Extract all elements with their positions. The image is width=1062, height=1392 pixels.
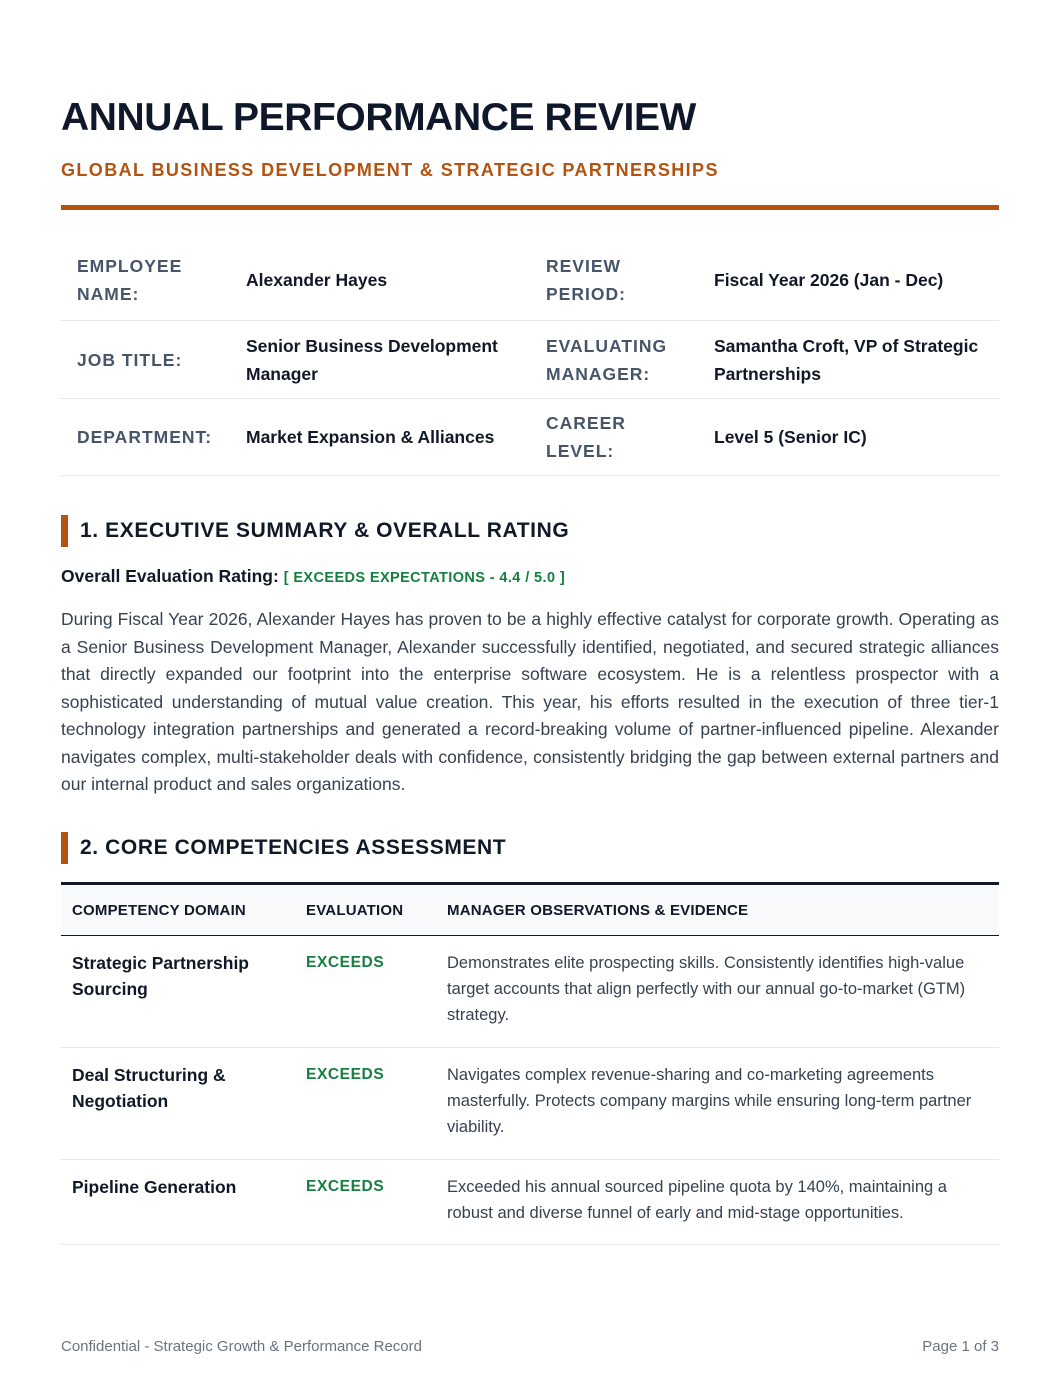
career-level-value: Level 5 (Senior IC) (714, 427, 867, 447)
table-row (61, 1160, 999, 1245)
page-footer (61, 1338, 999, 1355)
footer-confidential-note: Confidential - Strategic Growth & Performance Record (61, 1338, 422, 1355)
executive-summary-text: During Fiscal Year 2026, Alexander Hayes has proven to be a highly effective catalyst for corporate growth. Operating as a Senior Business Development Manager, Alexander successfully identified, negotiated, and secured strategic alliances that directly expanded our footprint into the enterprise software ecosystem. He is a relentless prospector with a sophisticated understanding of mutual value creation. This year, his efforts resulted in the execution of three tier-1 technology integration partnerships and generated a record-breaking volume of partner-influenced pipeline. Alexander navigates complex, multi-stakeholder deals with confidence, consistently bridging the gap between external partners and our internal product and sales organizations. (61, 609, 999, 794)
evaluating-manager-value: Samantha Croft, VP of Strategic Partnerships (714, 335, 979, 384)
section-heading-summary (61, 515, 569, 547)
evaluating-manager-label: EVALUATING MANAGER: (546, 335, 668, 384)
competency-domain: Strategic Partnership Sourcing (72, 953, 249, 999)
header-divider (61, 205, 999, 210)
review-period-value: Fiscal Year 2026 (Jan - Dec) (714, 270, 944, 290)
department-label: DEPARTMENT: (77, 427, 213, 447)
info-row (61, 240, 999, 321)
document-page (61, 0, 999, 1392)
job-title-value: Senior Business Development Manager (246, 335, 498, 384)
rating-value: [ EXCEEDS EXPECTATIONS - 4.4 / 5.0 ] (283, 570, 566, 586)
section-accent-bar (61, 832, 68, 864)
page-number: Page 1 of 3 (922, 1338, 999, 1355)
table-row (61, 1048, 999, 1160)
career-level-label: CAREER LEVEL: (546, 413, 626, 461)
review-period-label: REVIEW PERIOD: (546, 256, 626, 304)
section-heading-competencies (61, 832, 506, 864)
column-header-evaluation: EVALUATION (306, 901, 404, 919)
job-title-label: JOB TITLE: (77, 349, 183, 370)
info-row (61, 399, 999, 476)
table-row (61, 936, 999, 1048)
overall-rating (61, 566, 565, 587)
employee-name-value: Alexander Hayes (246, 270, 388, 290)
competency-observation: Navigates complex revenue-sharing and co-marketing agreements masterfully. Protects company margins while ensuring long-term partner viability. (447, 1066, 972, 1136)
section-title: 2. CORE COMPETENCIES ASSESSMENT (80, 836, 507, 859)
competency-evaluation: EXCEEDS (306, 1178, 385, 1195)
table-header (61, 882, 999, 936)
column-header-observations: MANAGER OBSERVATIONS & EVIDENCE (447, 901, 749, 919)
column-header-domain: COMPETENCY DOMAIN (72, 901, 246, 919)
competency-evaluation: EXCEEDS (306, 954, 385, 971)
info-row (61, 321, 999, 399)
section-title: 1. EXECUTIVE SUMMARY & OVERALL RATING (80, 519, 570, 542)
competency-domain: Deal Structuring & Negotiation (72, 1065, 226, 1111)
competency-evaluation: EXCEEDS (306, 1066, 385, 1083)
rating-label: Overall Evaluation Rating: (61, 566, 279, 586)
department-value: Market Expansion & Alliances (246, 427, 495, 447)
competencies-table (61, 882, 999, 1245)
section-accent-bar (61, 515, 68, 547)
document-subtitle: GLOBAL BUSINESS DEVELOPMENT & STRATEGIC PARTNERSHIPS (61, 160, 719, 180)
competency-domain: Pipeline Generation (72, 1177, 237, 1197)
document-title: ANNUAL PERFORMANCE REVIEW (61, 96, 696, 139)
competency-observation: Demonstrates elite prospecting skills. Consistently identifies high-value target accounts that align perfectly with our annual go-to-market (GTM) strategy. (447, 954, 966, 1024)
employee-info-table (61, 240, 999, 476)
employee-name-label: EMPLOYEE NAME: (77, 256, 183, 304)
competency-observation: Exceeded his annual sourced pipeline quota by 140%, maintaining a robust and diverse funnel of early and mid-stage opportunities. (447, 1178, 947, 1222)
